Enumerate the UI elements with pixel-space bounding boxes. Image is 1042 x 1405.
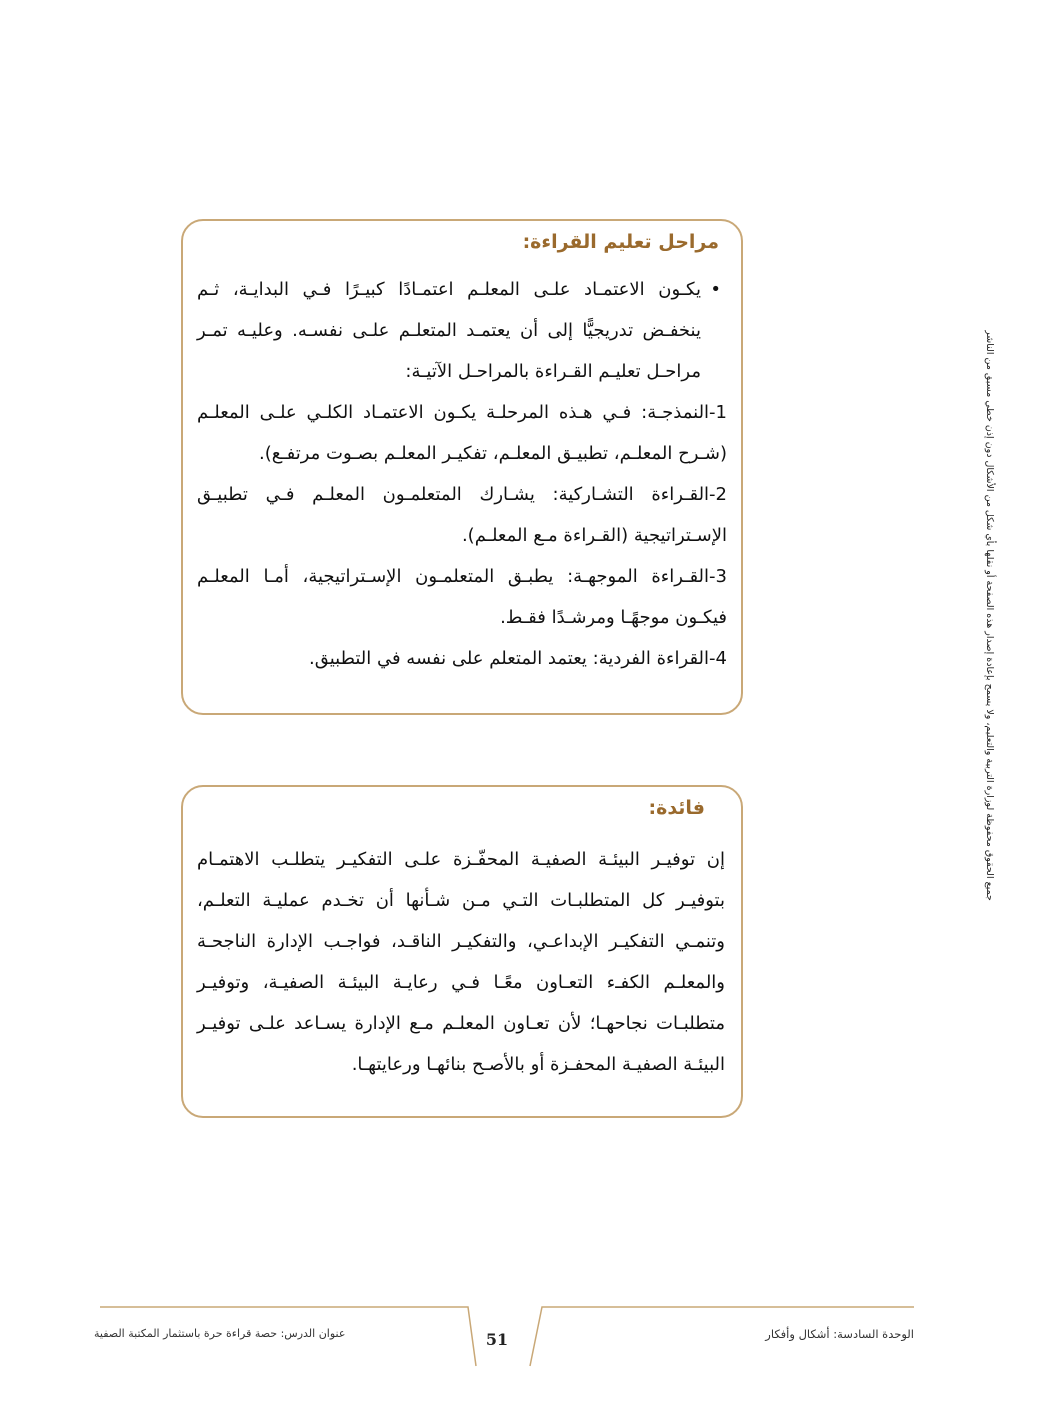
- benefit-title: فائدة:: [648, 797, 705, 819]
- page-number: 51: [485, 1330, 509, 1349]
- reading-stages-intro-text: يكـون الاعتمـاد علـى المعلـم اعتمـادًا كبيـرًا فـي البدايـة، ثـم ينخفـض تدريجيًّا إلى أن يعتمـد المتعلـم علـى نفسـه. وعليـه تمـر مراحـل تعليـم القـراءة بالمراحـل الآتيـة:: [197, 279, 701, 382]
- stage-item: 1-النمذجـة: فـي هـذه المرحلـة يكـون الاعتمـاد الكلـي علـى المعلـم (شـرح المعلـم، تطبيـق المعلـم، تفكيـر المعلـم بصـوت مرتفـع).: [197, 402, 727, 464]
- bullet-icon: •: [710, 279, 721, 300]
- stage-item: 3-القـراءة الموجهـة: يطبـق المتعلمـون الإسـتراتيجية، أمـا المعلـم فيكـون موجهًـا ومرشـدًا فقـط.: [197, 566, 727, 628]
- reading-stages-title: مراحل تعليم القراءة:: [522, 231, 719, 253]
- footer-unit-title: الوحدة السادسة: أشكال وأفكار: [765, 1327, 914, 1341]
- copyright-text: جميع الحقوق محفوظة لوزارة التربية والتعليم، ولا يسمح بإعادة إصدار هذه الصفحة أو نقلها بأي شكل من الأشكال دون إذن خطي مسبق من الناشر: [984, 330, 995, 901]
- stage-item: 4-القراءة الفردية: يعتمد المتعلم على نفسه في التطبيق.: [308, 648, 727, 669]
- stage-item: 2-القـراءة التشـاركية: يشـارك المتعلمـون المعلـم فـي تطبيـق الإسـتراتيجية (القـراءة مـع المعلـم).: [197, 484, 727, 546]
- benefit-text: إن توفيـر البيئـة الصفيـة المحفّـزة علـى التفكيـر يتطلـب الاهتمـام بتوفيـر كل المتطلبـات التـي مـن شـأنها أن تخـدم عمليـة التعلـم، وتنمـي التفكيـر الإبداعـي، والتفكيـر الناقـد، فواجـب الإدارة الناجحـة والمعلـم الكفـء التعـاون معًـا فـي رعايـة البيئـة الصفيـة، وتوفيـر متطلبـات نجاحهـا؛ لأن تعـاون المعلـم مـع الإدارة يسـاعد علـى توفيـر البيئـة الصفيـة المحفـزة أو بالأصـح بنائهـا ورعايتهـا.: [197, 849, 725, 1075]
- footer-lesson-title: عنوان الدرس: حصة قراءة حرة باستثمار المكتبة الصفية: [94, 1327, 346, 1340]
